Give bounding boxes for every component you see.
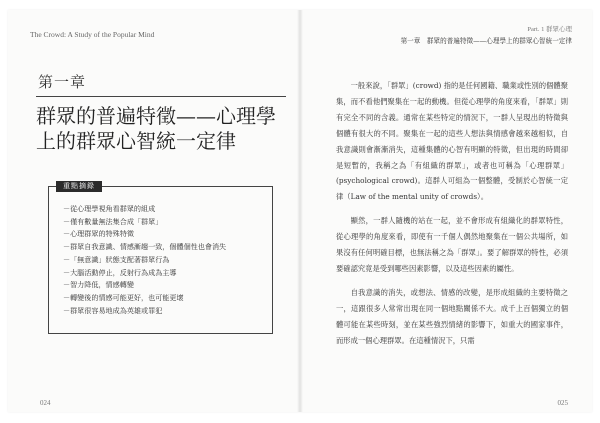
page-number-right: 025 [557,399,568,407]
body-paragraph: 顯然，一群人隨機的站在一起，並不會形成有組織化的群眾特性，從心理學的角度來看，即使有一千個人偶然地聚集在一個公共場所，如果沒有任何明確目標，也無法稱之為「群眾」。要了解群眾的特性，必須要確認究竟是受到哪些因素影響，以及這些因素的屬性。 [336,216,568,273]
body-paragraph: 自我意識的消失，或想法、情感的改變，是形成組織的主要特徵之一，這跟很多人常常出現在同一個地點關係不大。成千上百個獨立的個體可能在某些時刻，並在某些強烈情緒的影響下，如重大的國家事件，而形成一個心理群眾。在這種情況下，只需 [336,287,568,345]
left-page [8,10,300,412]
key-point-item: －僅有數量無法集合成「群眾」 [63,216,163,226]
key-points-list [63,203,272,317]
running-head-left: The Crowd: A Study of the Popular Mind [30,30,155,39]
running-head-right [401,24,572,45]
key-point-item: －群眾自我意識、情感漸趨一致，個體個性也會消失 [63,242,227,252]
key-point-item: －從心理學視角看群眾的組成 [63,204,156,213]
running-head-part: Part. 1 群眾心理 [527,26,572,33]
key-point-item: －群眾很容易地成為英雄或罪犯 [63,305,163,315]
book-spread [8,10,592,412]
key-point-item: －智力降低，情感轉變 [63,280,134,290]
body-paragraph: 一般來說，「群眾」(crowd) 指的是任何國籍、職業或性別的個體聚集，而不看他們聚集在一起的動機。但從心理學的角度來看，「群眾」則有完全不同的含義。通常在某些特定的情況下，一群人呈現出的特徵與個體有很大的不同。聚集在一起的這些人想法與情感會越來越相似，自我意識則會漸漸消失，這種集體的心智有明顯的特徵，但出現的時間卻是短暫的，我稱之為「有組織的群眾」，或者也可稱為「心理群眾」(psychological crowd)。這群人可組為一個整體，受制於心智統一定律（Law of the mental unity of crowds）。 [336,81,568,202]
chapter-number: 第一章 [38,73,87,91]
key-point-item: －「無意識」狀態支配著群眾行為 [63,254,170,264]
key-points-label: 重點摘錄 [56,181,102,192]
page-number-left: 024 [40,399,51,407]
right-page [300,10,592,412]
key-points-box [48,186,273,334]
chapter-title: 群眾的普遍特徵——心理學上的群眾心智統一定律 [36,96,286,154]
key-point-item: －心理群眾的特殊特徵 [63,229,134,239]
key-point-item: －大腦活動停止，反射行為成為主導 [63,267,177,277]
running-head-chapter: 第一章 群眾的普遍特徵——心理學上的群眾心智統一定律 [400,37,572,45]
body-text [336,78,568,357]
key-point-item: －轉變後的情感可能更好，也可能更壞 [63,292,184,302]
